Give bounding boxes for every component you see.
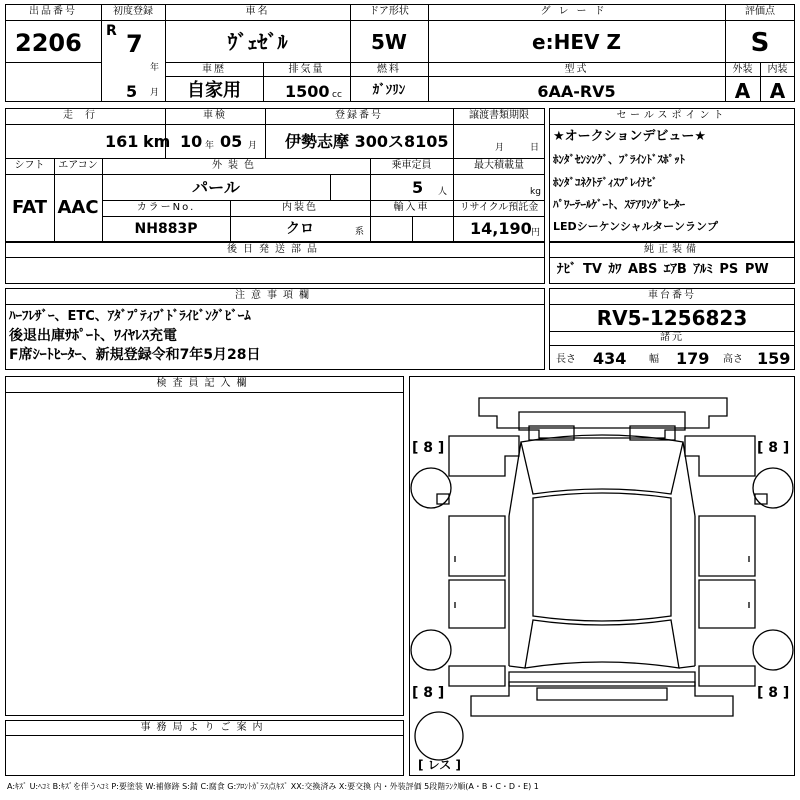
grade: e:HEV Z — [532, 30, 621, 54]
equipment-item: ｴｱB — [663, 262, 687, 277]
import-label: 輸入車 — [393, 202, 430, 213]
sales-point-item: ﾊﾟﾜｰﾃｰﾙｹﾞｰﾄ、ｽﾃｱﾘﾝｸﾞﾋｰﾀｰ — [553, 198, 685, 211]
tire-front-right — [753, 468, 793, 508]
month-unit: 月 — [150, 88, 160, 98]
height-value: 159 — [757, 349, 791, 368]
ext-score: A — [734, 79, 751, 103]
sales-point-item: ﾎﾝﾀﾞｺﾈｸﾄﾃﾞｨｽﾌﾟﾚｲﾅﾋﾞ — [553, 176, 658, 189]
lot-number: 2206 — [15, 29, 82, 57]
equipment-item: ｱﾙﾐ — [693, 262, 713, 277]
recycle-unit: 円 — [531, 228, 541, 238]
right-rear-fender — [699, 666, 755, 686]
plate-label: 登録番号 — [335, 110, 383, 121]
capacity-unit: 人 — [438, 187, 448, 197]
reg-year: 7 — [126, 30, 143, 58]
sales-points-label: セールスポイント — [616, 110, 728, 121]
ext-score-label: 外装 — [732, 64, 753, 75]
rear-bumper — [471, 682, 733, 716]
right-front-fender — [685, 436, 755, 476]
displacement: 1500 — [285, 82, 330, 101]
shift: FAT — [11, 197, 48, 218]
inspection-label: 車検 — [203, 110, 227, 121]
width-value: 179 — [676, 349, 710, 368]
mileage: 161 — [105, 132, 139, 151]
ac: AAC — [57, 197, 99, 218]
left-rear-fender — [449, 666, 505, 686]
note-line: 後退出庫ｻﾎﾟｰﾄ、ﾜｲﾔﾚｽ充電 — [9, 328, 177, 344]
displacement-unit: cc — [332, 90, 342, 100]
length-label: 長さ — [556, 354, 576, 365]
interior-color: クロ — [286, 221, 314, 237]
roof-front — [521, 435, 683, 494]
sales-point-item: ★オークションデビュー★ — [553, 129, 707, 144]
equipment-item: TV — [583, 262, 602, 277]
int-score: A — [769, 79, 786, 103]
grade-label: グレード — [540, 6, 613, 17]
later-parts-label: 後日発送部品 — [227, 244, 323, 255]
fuel: ｶﾞｿﾘﾝ — [372, 83, 406, 98]
ac-label: エアコン — [58, 160, 98, 171]
year-unit: 年 — [150, 63, 160, 73]
door-type: 5W — [371, 30, 407, 54]
tire-front-left — [411, 468, 451, 508]
right-c-pillar — [679, 666, 695, 668]
left-pillar — [509, 442, 521, 516]
equipment-item: ｶﾜ — [608, 262, 622, 277]
left-front-fender — [449, 436, 519, 476]
inspection-month: 05 — [220, 132, 243, 151]
capacity-label: 乗車定員 — [391, 160, 432, 171]
shift-label: シフト — [14, 160, 45, 171]
model-code: 6AA-RV5 — [537, 82, 616, 101]
load-unit: kg — [530, 187, 541, 197]
left-rear-door — [449, 580, 505, 628]
office-label: 事務局よりご案内 — [140, 722, 269, 733]
height-label: 高さ — [723, 354, 743, 365]
history: 自家用 — [187, 80, 241, 101]
equipment-label: 純正装備 — [644, 244, 700, 255]
car-name: ｳﾞｪｾﾞﾙ — [227, 30, 288, 54]
equipment-item: PS — [719, 262, 739, 277]
equipment-item: ﾅﾋﾞ — [557, 262, 577, 277]
rear-panel — [509, 672, 695, 686]
tire-tread-rear-left: [ 8 ] — [412, 685, 445, 701]
score-label: 評価点 — [745, 6, 775, 17]
color-no-label: カラーNo. — [136, 202, 196, 213]
legend: A:ｷｽﾞ U:ﾍｺﾐ B:ｷｽﾞを伴うﾍｺﾐ P:要塗装 W:補修跡 S:錆 C:腐食 G:ﾌﾛﾝﾄｶﾞﾗｽ点ｷｽﾞ XX:交換済み X:要交換 内・外装評価 5段階ﾗﾝｸ順(A・B・C・D・E) 1 — [7, 782, 539, 791]
dims-label: 諸元 — [660, 332, 684, 343]
sales-point-item: ﾎﾝﾀﾞｾﾝｼﾝｸﾞ、ﾌﾞﾗｲﾝﾄﾞｽﾎﾟｯﾄ — [553, 153, 685, 166]
era: R — [106, 23, 117, 39]
displacement-label: 排気量 — [288, 64, 325, 75]
front-bumper — [479, 398, 727, 428]
spare-tire — [415, 712, 463, 760]
color-no: NH883P — [134, 221, 198, 237]
length-value: 434 — [593, 349, 627, 368]
left-c-pillar — [509, 666, 525, 668]
right-rear-door — [699, 580, 755, 628]
tire-tread-front-right: [ 8 ] — [757, 440, 790, 456]
note-line: ﾊｰﾌﾚｻﾞｰ、ETC、ｱﾀﾞﾌﾟﾃｨﾌﾞﾄﾞﾗｲﾋﾞﾝｸﾞﾋﾞｰﾑ — [9, 309, 251, 324]
inspection-year-unit: 年 — [205, 141, 215, 151]
load-label: 最大積載量 — [474, 160, 524, 171]
tire-tread-front-left: [ 8 ] — [412, 440, 445, 456]
plate-number: 伊勢志摩 300ス8105 — [285, 132, 449, 151]
capacity: 5 — [412, 178, 424, 197]
mileage-unit: km — [143, 132, 171, 151]
history-label: 車歴 — [202, 64, 226, 75]
interior-unit: 系 — [355, 227, 365, 237]
spare-tire-label: [ レス ] — [418, 758, 461, 772]
rear-bumper-lower — [537, 688, 667, 700]
car-diagram — [409, 376, 795, 776]
equipment-list — [557, 263, 769, 276]
rear-glass — [525, 620, 679, 668]
exterior-color-label: 外装色 — [212, 160, 260, 171]
chassis-number: RV5-1256823 — [596, 306, 748, 330]
hood — [519, 412, 685, 438]
inspector-label: 検査員記入欄 — [156, 378, 253, 389]
width-label: 幅 — [649, 354, 659, 365]
inspection-year: 10 — [180, 132, 203, 151]
model-label: 型式 — [564, 64, 589, 75]
chassis-label: 車台番号 — [648, 290, 696, 301]
right-pillar — [683, 442, 695, 516]
equipment-item: ABS — [628, 262, 658, 277]
right-front-door — [699, 516, 755, 576]
transfer-month-unit: 月 — [495, 143, 505, 153]
int-score-label: 内装 — [767, 64, 788, 75]
recycle-fee: 14,190 — [470, 219, 532, 238]
lot-label: 出品番号 — [29, 6, 77, 17]
equipment-item: PW — [744, 262, 769, 277]
inspection-month-unit: 月 — [248, 141, 258, 151]
tire-rear-right — [753, 630, 793, 670]
first-reg-label: 初度登録 — [113, 6, 153, 17]
transfer-day-unit: 日 — [530, 143, 540, 153]
mileage-label: 走行 — [63, 110, 107, 121]
tire-tread-rear-right: [ 8 ] — [757, 685, 790, 701]
recycle-label: リサイクル預託金 — [459, 202, 539, 213]
notes-label: 注意事項欄 — [235, 290, 315, 301]
sales-point-item: LEDシーケンシャルターンランプ — [553, 220, 718, 233]
transfer-label: 譲渡書類期限 — [469, 110, 529, 121]
tire-rear-left — [411, 630, 451, 670]
interior-color-label: 内装色 — [282, 202, 318, 213]
note-line: F席ｼｰﾄﾋｰﾀｰ、新規登録令和7年5月28日 — [9, 347, 261, 363]
exterior-color: パール — [192, 178, 240, 197]
car-name-label: 車名 — [245, 6, 270, 17]
door-label: ドア形状 — [369, 6, 409, 17]
inspector-box — [5, 376, 404, 716]
fuel-label: 燃料 — [377, 64, 401, 75]
left-front-door — [449, 516, 505, 576]
roof — [533, 493, 671, 621]
reg-month: 5 — [126, 82, 138, 101]
overall-score: S — [750, 28, 770, 58]
